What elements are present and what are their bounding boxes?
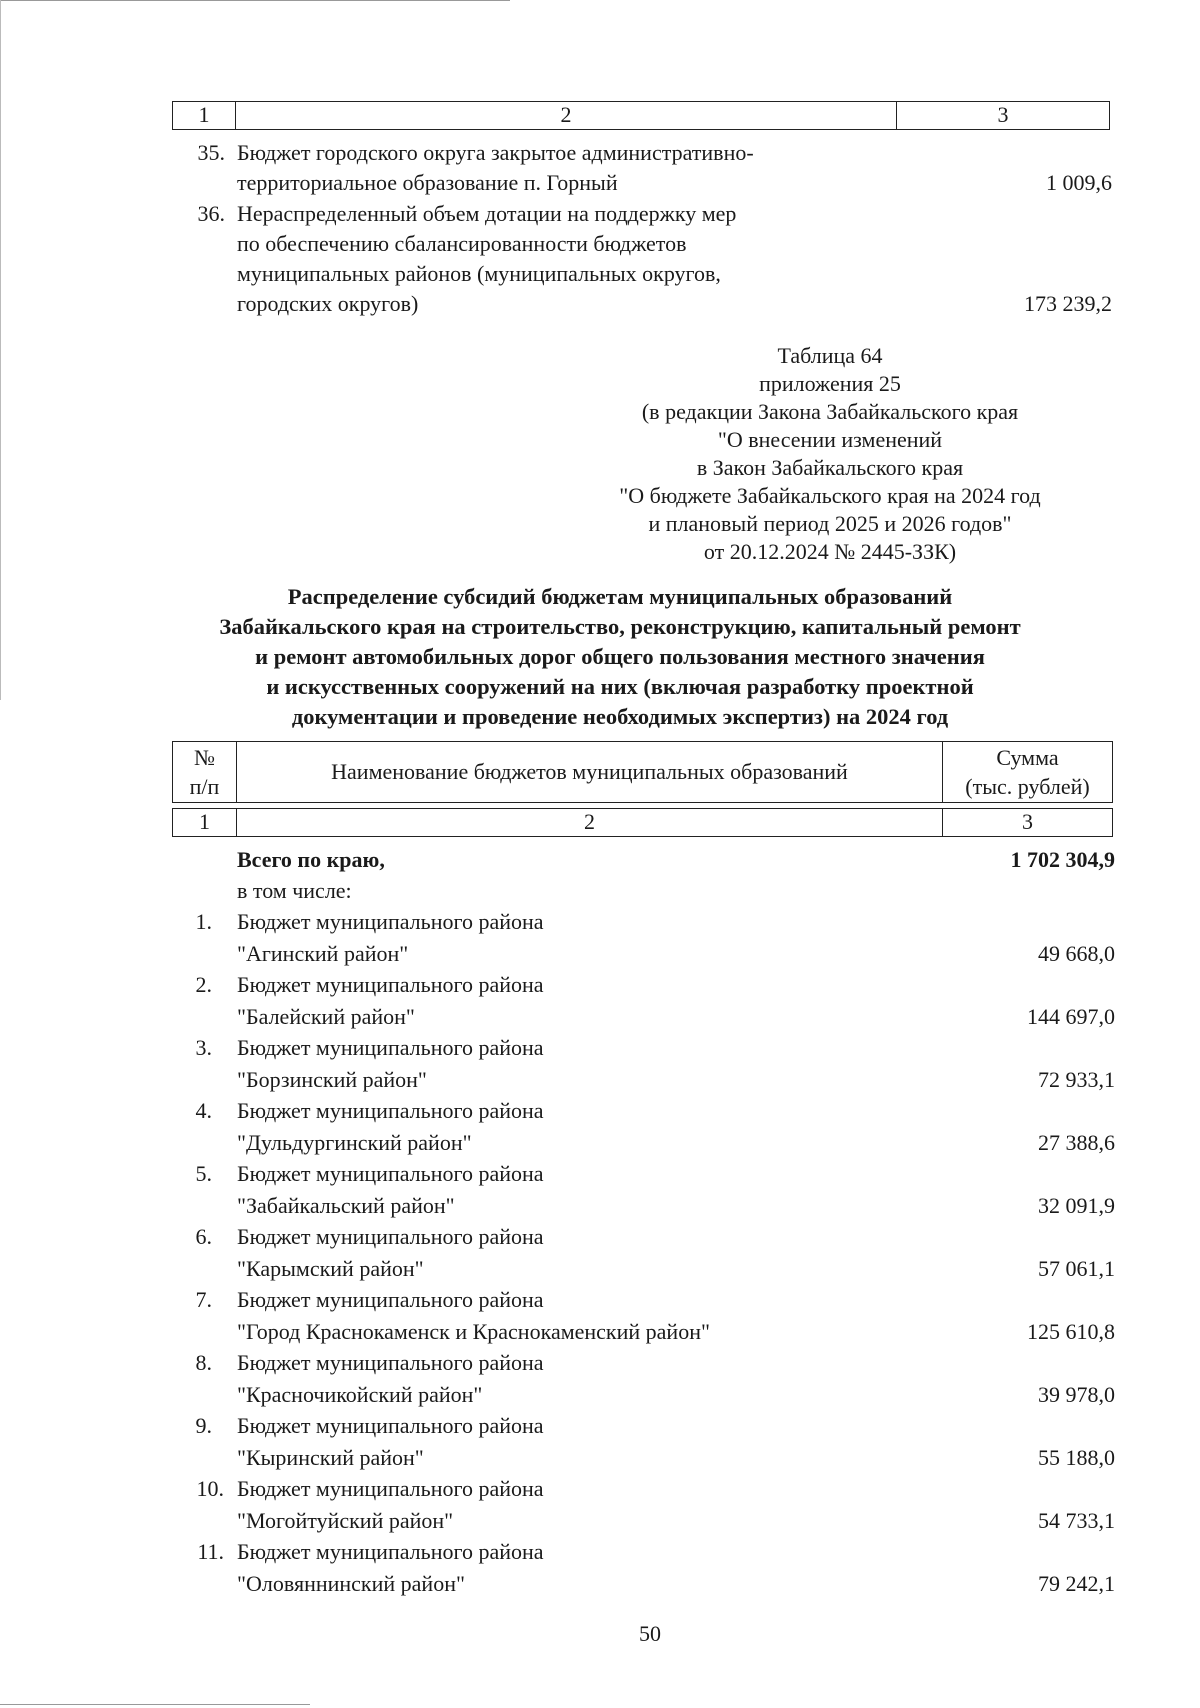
including-label: в том числе: (237, 878, 352, 903)
row-line1: Бюджет муниципального района (237, 1287, 544, 1312)
table-note-line: Таблица 64 (777, 343, 883, 368)
table-note-line: "О внесении изменений (717, 427, 943, 452)
table-note-line: и плановый период 2025 и 2026 годов" (648, 511, 1012, 536)
numbering-col3: 3 (1022, 809, 1033, 834)
scan-edge-bottom (0, 1704, 310, 1705)
row-line1: Бюджет муниципального района (237, 1476, 544, 1501)
row-line1: Бюджет муниципального района (237, 909, 544, 934)
numbering-col2: 2 (237, 809, 943, 836)
row-amount: 79 242,1 (1038, 1571, 1115, 1596)
top-row-number: 35. (197, 140, 225, 165)
top-table-header-col3: 3 (997, 102, 1009, 127)
row-line2: "Кыринский район" (237, 1445, 424, 1470)
document-title-line: Распределение субсидий бюджетам муниципальных образований (287, 584, 953, 609)
row-number: 7. (195, 1287, 212, 1312)
row-number: 9. (195, 1413, 212, 1438)
top-row-line: территориальное образование п. Горный (237, 170, 618, 195)
row-line1: Бюджет муниципального района (237, 1539, 544, 1564)
row-amount: 144 697,0 (1027, 1004, 1115, 1029)
row-number: 4. (195, 1098, 212, 1123)
row-line2: "Агинский район" (237, 941, 409, 966)
row-amount: 72 933,1 (1038, 1067, 1115, 1092)
header-number-sign: № (194, 745, 215, 770)
row-number: 1. (195, 909, 212, 934)
top-row-line: городских округов) (237, 291, 419, 316)
top-table-header-col2: 2 (236, 102, 897, 129)
row-line1: Бюджет муниципального района (237, 1350, 544, 1375)
top-row-line: по обеспечению сбалансированности бюджетов (237, 231, 687, 256)
top-row-amount: 1 009,6 (1046, 170, 1112, 195)
row-number: 2. (195, 972, 212, 997)
top-row-line: Нераспределенный объем дотации на поддержку мер (237, 201, 737, 226)
row-line2: "Могойтуйский район" (237, 1508, 454, 1533)
row-line2: "Карымский район" (237, 1256, 424, 1281)
table-note-line: от 20.12.2024 № 2445-ЗЗК) (703, 539, 957, 564)
row-line1: Бюджет муниципального района (237, 1035, 544, 1060)
table-note-line: в Закон Забайкальского края (696, 455, 964, 480)
total-amount: 1 702 304,9 (1010, 847, 1115, 872)
document-title-line: и искусственных сооружений на них (включая разработку проектной (266, 674, 974, 699)
row-amount: 125 610,8 (1027, 1319, 1115, 1344)
row-number: 11. (197, 1539, 224, 1564)
table-note-line: приложения 25 (759, 371, 901, 396)
main-table-header (172, 741, 1113, 803)
document-title-line: и ремонт автомобильных дорог общего пользования местного значения (255, 644, 985, 669)
top-table-header-col1: 1 (173, 102, 236, 129)
scan-edge-left (0, 0, 1, 700)
row-amount: 39 978,0 (1038, 1382, 1115, 1407)
page-number: 50 (639, 1621, 661, 1646)
row-amount: 54 733,1 (1038, 1508, 1115, 1533)
numbering-col1: 1 (173, 809, 237, 836)
row-line2: "Город Краснокаменск и Краснокаменский район" (237, 1319, 710, 1344)
scan-edge-top (0, 0, 510, 1)
row-line1: Бюджет муниципального района (237, 1224, 544, 1249)
table-note-line: "О бюджете Забайкальского края на 2024 год (619, 483, 1041, 508)
row-amount: 49 668,0 (1038, 941, 1115, 966)
row-number: 8. (195, 1350, 212, 1375)
header-sum-label: Сумма (996, 745, 1059, 770)
top-row-number: 36. (197, 201, 225, 226)
top-row-line: муниципальных районов (муниципальных округов, (237, 261, 721, 286)
row-line2: "Борзинский район" (237, 1067, 427, 1092)
row-line1: Бюджет муниципального района (237, 1161, 544, 1186)
header-sum-cell (943, 742, 1112, 802)
document-title-line: Забайкальского края на строительство, реконструкцию, капитальный ремонт (219, 614, 1021, 639)
row-line2: "Оловяннинский район" (237, 1571, 465, 1596)
main-table-numbering (172, 808, 1113, 837)
row-line2: "Красночикойский район" (237, 1382, 483, 1407)
row-number: 3. (195, 1035, 212, 1060)
row-line1: Бюджет муниципального района (237, 972, 544, 997)
row-amount: 32 091,9 (1038, 1193, 1115, 1218)
row-number: 5. (195, 1161, 212, 1186)
header-number-cell (173, 742, 237, 802)
top-row-amount: 173 239,2 (1024, 291, 1112, 316)
document-title-line: документации и проведение необходимых экспертиз) на 2024 год (291, 704, 949, 729)
row-amount: 27 388,6 (1038, 1130, 1115, 1155)
row-number: 10. (196, 1476, 224, 1501)
header-name-cell: Наименование бюджетов муниципальных образований (237, 742, 943, 802)
row-line1: Бюджет муниципального района (237, 1413, 544, 1438)
top-row-line: Бюджет городского округа закрытое административно- (237, 140, 754, 165)
header-sum-unit: (тыс. рублей) (965, 774, 1090, 799)
top-table-header (172, 101, 1110, 130)
row-line1: Бюджет муниципального района (237, 1098, 544, 1123)
row-number: 6. (195, 1224, 212, 1249)
table-note-line: (в редакции Закона Забайкальского края (641, 399, 1019, 424)
row-line2: "Забайкальский район" (237, 1193, 455, 1218)
header-number-abbr: п/п (189, 774, 220, 799)
total-label: Всего по краю, (237, 847, 385, 872)
row-amount: 55 188,0 (1038, 1445, 1115, 1470)
row-line2: "Дульдургинский район" (237, 1130, 472, 1155)
row-amount: 57 061,1 (1038, 1256, 1115, 1281)
row-line2: "Балейский район" (237, 1004, 415, 1029)
